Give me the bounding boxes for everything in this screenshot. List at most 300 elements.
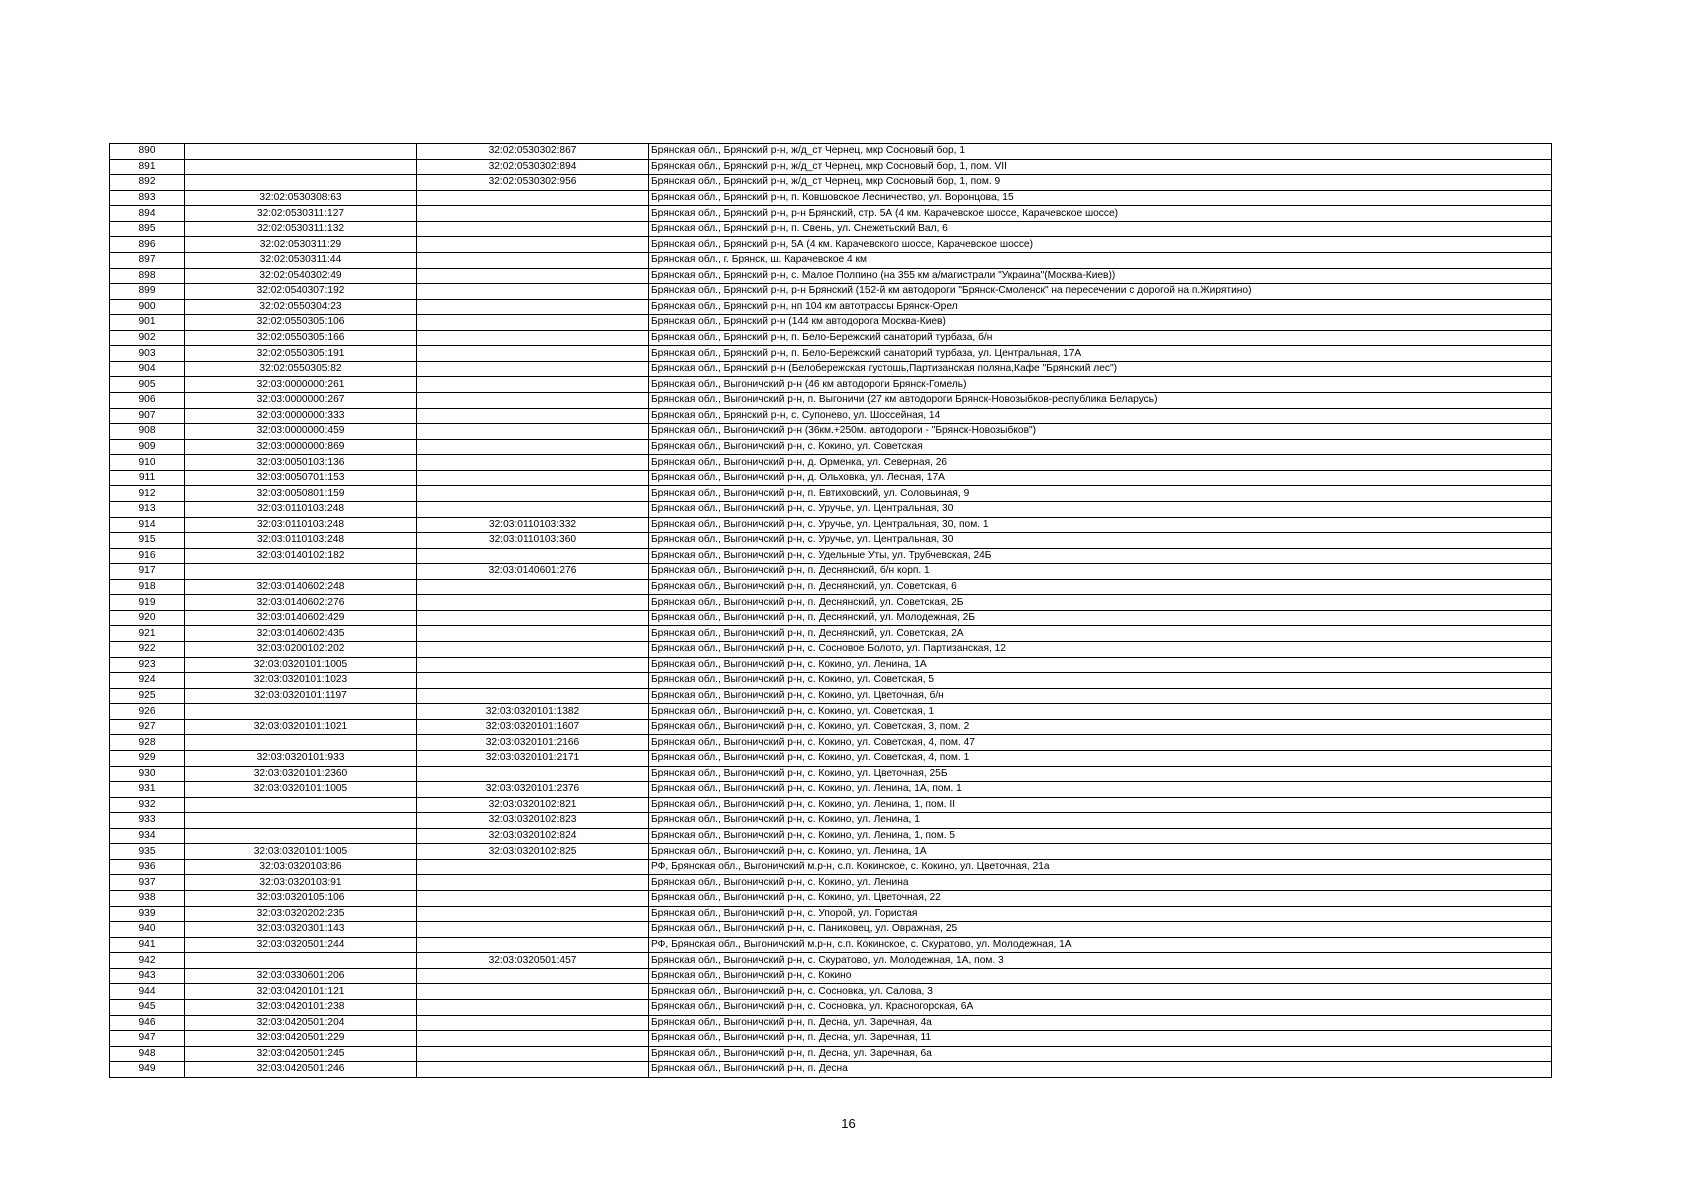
premises-cadastral-number-cell (417, 595, 649, 611)
address-cell: Брянская обл., Выгоничский р-н, с. Сосновое Болото, ул. Партизанская, 12 (649, 642, 1552, 658)
table-row (110, 439, 1552, 455)
row-number-cell: 897 (110, 252, 185, 268)
cadastral-number-cell: 32:03:0320501:244 (185, 937, 417, 953)
row-number-cell: 923 (110, 657, 185, 673)
address-cell: Брянская обл., Выгоничский р-н, п. Десна (649, 1062, 1552, 1078)
premises-cadastral-number-cell (417, 190, 649, 206)
row-number-cell: 924 (110, 673, 185, 689)
table-row (110, 299, 1552, 315)
cadastral-number-cell: 32:03:0420501:204 (185, 1015, 417, 1031)
premises-cadastral-number-cell (417, 361, 649, 377)
address-cell: Брянская обл., Брянский р-н, р-н Брянский (152-й км автодороги "Брянск-Смоленск" на пересечении с дорогой на п.Жирятино) (649, 284, 1552, 300)
premises-cadastral-number-cell (417, 330, 649, 346)
row-number-cell: 918 (110, 579, 185, 595)
row-number-cell: 906 (110, 393, 185, 409)
table-row (110, 906, 1552, 922)
address-cell: Брянская обл., Выгоничский р-н, с. Упорой, ул. Гористая (649, 906, 1552, 922)
cadastral-number-cell: 32:02:0550304:23 (185, 299, 417, 315)
table-row (110, 626, 1552, 642)
address-cell: Брянская обл., Брянский р-н, ж/д_ст Чернец, мкр Сосновый бор, 1, пом. VII (649, 159, 1552, 175)
table-row (110, 797, 1552, 813)
premises-cadastral-number-cell: 32:03:0320102:821 (417, 797, 649, 813)
address-cell: Брянская обл., Выгоничский р-н, с. Кокино, ул. Цветочная, 25Б (649, 766, 1552, 782)
cadastral-number-cell: 32:02:0540307:192 (185, 284, 417, 300)
property-table-body (110, 144, 1552, 1078)
row-number-cell: 947 (110, 1031, 185, 1047)
row-number-cell: 945 (110, 999, 185, 1015)
premises-cadastral-number-cell (417, 424, 649, 440)
cadastral-number-cell: 32:03:0200102:202 (185, 642, 417, 658)
address-cell: Брянская обл., Выгоничский р-н, п. Выгоничи (27 км автодороги Брянск-Новозыбков-республика Беларусь) (649, 393, 1552, 409)
cadastral-number-cell: 32:03:0110103:248 (185, 517, 417, 533)
premises-cadastral-number-cell (417, 299, 649, 315)
address-cell: Брянская обл., Выгоничский р-н, с. Кокино, ул. Ленина, 1 (649, 813, 1552, 829)
row-number-cell: 938 (110, 891, 185, 907)
table-row (110, 393, 1552, 409)
premises-cadastral-number-cell: 32:03:0320101:2166 (417, 735, 649, 751)
cadastral-number-cell: 32:03:0420501:246 (185, 1062, 417, 1078)
table-row (110, 424, 1552, 440)
table-row (110, 719, 1552, 735)
cadastral-number-cell: 32:03:0000000:267 (185, 393, 417, 409)
premises-cadastral-number-cell (417, 284, 649, 300)
cadastral-number-cell: 32:02:0550305:166 (185, 330, 417, 346)
cadastral-number-cell (185, 564, 417, 580)
row-number-cell: 927 (110, 719, 185, 735)
premises-cadastral-number-cell (417, 688, 649, 704)
table-row (110, 704, 1552, 720)
premises-cadastral-number-cell: 32:03:0110103:360 (417, 533, 649, 549)
premises-cadastral-number-cell: 32:02:0530302:956 (417, 175, 649, 191)
table-row (110, 642, 1552, 658)
row-number-cell: 937 (110, 875, 185, 891)
table-row (110, 221, 1552, 237)
premises-cadastral-number-cell (417, 626, 649, 642)
premises-cadastral-number-cell (417, 999, 649, 1015)
table-row (110, 206, 1552, 222)
property-table (109, 143, 1552, 1078)
address-cell: Брянская обл., Выгоничский р-н, с. Кокино, ул. Цветочная, 22 (649, 891, 1552, 907)
table-row (110, 984, 1552, 1000)
cadastral-number-cell (185, 144, 417, 160)
address-cell: Брянская обл., Выгоничский р-н, с. Кокино, ул. Ленина, 1А (649, 657, 1552, 673)
address-cell: Брянская обл., Выгоничский р-н, с. Кокино, ул. Советская, 5 (649, 673, 1552, 689)
cadastral-number-cell: 32:03:0000000:459 (185, 424, 417, 440)
address-cell: Брянская обл., Выгоничский р-н, с. Кокино, ул. Ленина (649, 875, 1552, 891)
premises-cadastral-number-cell (417, 1046, 649, 1062)
cadastral-number-cell (185, 813, 417, 829)
table-row (110, 361, 1552, 377)
table-row (110, 610, 1552, 626)
premises-cadastral-number-cell: 32:03:0320101:2376 (417, 782, 649, 798)
row-number-cell: 890 (110, 144, 185, 160)
row-number-cell: 908 (110, 424, 185, 440)
row-number-cell: 940 (110, 922, 185, 938)
cadastral-number-cell (185, 797, 417, 813)
cadastral-number-cell: 32:02:0550305:191 (185, 346, 417, 362)
premises-cadastral-number-cell (417, 501, 649, 517)
address-cell: Брянская обл., Брянский р-н, ж/д_ст Чернец, мкр Сосновый бор, 1, пом. 9 (649, 175, 1552, 191)
cadastral-number-cell: 32:03:0420501:229 (185, 1031, 417, 1047)
address-cell: Брянская обл., Выгоничский р-н, с. Кокино, ул. Советская, 4, пом. 47 (649, 735, 1552, 751)
address-cell: Брянская обл., Брянский р-н, п. Бело-Бережский санаторий турбаза, ул. Центральная, 17А (649, 346, 1552, 362)
row-number-cell: 904 (110, 361, 185, 377)
premises-cadastral-number-cell (417, 937, 649, 953)
table-row (110, 875, 1552, 891)
cadastral-number-cell: 32:03:0050701:153 (185, 470, 417, 486)
premises-cadastral-number-cell (417, 237, 649, 253)
premises-cadastral-number-cell (417, 875, 649, 891)
address-cell: Брянская обл., Выгоничский р-н, с. Кокино, ул. Цветочная, б/н (649, 688, 1552, 704)
table-row (110, 735, 1552, 751)
table-row (110, 533, 1552, 549)
address-cell: Брянская обл., Выгоничский р-н, п. Деснянский, ул. Советская, 2Б (649, 595, 1552, 611)
address-cell: Брянская обл., Выгоничский р-н, п. Десна, ул. Заречная, 4а (649, 1015, 1552, 1031)
premises-cadastral-number-cell (417, 221, 649, 237)
cadastral-number-cell (185, 828, 417, 844)
address-cell: Брянская обл., Выгоничский р-н, д. Орменка, ул. Северная, 26 (649, 455, 1552, 471)
row-number-cell: 917 (110, 564, 185, 580)
premises-cadastral-number-cell (417, 315, 649, 331)
row-number-cell: 909 (110, 439, 185, 455)
row-number-cell: 926 (110, 704, 185, 720)
cadastral-number-cell: 32:03:0420101:121 (185, 984, 417, 1000)
premises-cadastral-number-cell: 32:03:0320101:1607 (417, 719, 649, 735)
row-number-cell: 936 (110, 859, 185, 875)
table-row (110, 579, 1552, 595)
premises-cadastral-number-cell (417, 346, 649, 362)
premises-cadastral-number-cell: 32:03:0110103:332 (417, 517, 649, 533)
table-row (110, 268, 1552, 284)
premises-cadastral-number-cell (417, 984, 649, 1000)
premises-cadastral-number-cell: 32:03:0320102:824 (417, 828, 649, 844)
row-number-cell: 928 (110, 735, 185, 751)
address-cell: Брянская обл., Брянский р-н, с. Супонево, ул. Шоссейная, 14 (649, 408, 1552, 424)
cadastral-number-cell: 32:02:0530311:29 (185, 237, 417, 253)
premises-cadastral-number-cell: 32:02:0530302:867 (417, 144, 649, 160)
row-number-cell: 894 (110, 206, 185, 222)
address-cell: Брянская обл., Выгоничский р-н, п. Десна, ул. Заречная, 11 (649, 1031, 1552, 1047)
row-number-cell: 905 (110, 377, 185, 393)
premises-cadastral-number-cell (417, 657, 649, 673)
address-cell: Брянская обл., Выгоничский р-н, с. Уручье, ул. Центральная, 30 (649, 533, 1552, 549)
row-number-cell: 944 (110, 984, 185, 1000)
table-row (110, 284, 1552, 300)
table-row (110, 1031, 1552, 1047)
table-row (110, 813, 1552, 829)
cadastral-number-cell: 32:03:0420101:238 (185, 999, 417, 1015)
cadastral-number-cell: 32:03:0140602:276 (185, 595, 417, 611)
table-row (110, 782, 1552, 798)
cadastral-number-cell: 32:03:0050801:159 (185, 486, 417, 502)
premises-cadastral-number-cell (417, 859, 649, 875)
row-number-cell: 948 (110, 1046, 185, 1062)
cadastral-number-cell: 32:02:0550305:106 (185, 315, 417, 331)
cadastral-number-cell: 32:03:0000000:261 (185, 377, 417, 393)
address-cell: РФ, Брянская обл., Выгоничский м.р-н, с.п. Кокинское, с. Скуратово, ул. Молодежная, 1А (649, 937, 1552, 953)
address-cell: Брянская обл., Брянский р-н, ж/д_ст Чернец, мкр Сосновый бор, 1 (649, 144, 1552, 160)
row-number-cell: 922 (110, 642, 185, 658)
premises-cadastral-number-cell (417, 968, 649, 984)
row-number-cell: 903 (110, 346, 185, 362)
premises-cadastral-number-cell (417, 1015, 649, 1031)
table-row (110, 953, 1552, 969)
table-row (110, 517, 1552, 533)
row-number-cell: 921 (110, 626, 185, 642)
cadastral-number-cell: 32:02:0530311:44 (185, 252, 417, 268)
table-row (110, 657, 1552, 673)
premises-cadastral-number-cell (417, 1062, 649, 1078)
row-number-cell: 898 (110, 268, 185, 284)
address-cell: Брянская обл., Брянский р-н, р-н Брянский, стр. 5А (4 км. Карачевское шоссе, Карачевское шоссе) (649, 206, 1552, 222)
table-row (110, 564, 1552, 580)
row-number-cell: 914 (110, 517, 185, 533)
table-row (110, 999, 1552, 1015)
row-number-cell: 941 (110, 937, 185, 953)
cadastral-number-cell (185, 735, 417, 751)
address-cell: Брянская обл., Выгоничский р-н, с. Уручье, ул. Центральная, 30, пом. 1 (649, 517, 1552, 533)
row-number-cell: 900 (110, 299, 185, 315)
address-cell: Брянская обл., Выгоничский р-н, п. Деснянский, ул. Советская, 2А (649, 626, 1552, 642)
row-number-cell: 907 (110, 408, 185, 424)
address-cell: Брянская обл., Выгоничский р-н, п. Деснянский, ул. Советская, 6 (649, 579, 1552, 595)
table-row (110, 144, 1552, 160)
premises-cadastral-number-cell (417, 470, 649, 486)
row-number-cell: 916 (110, 548, 185, 564)
cadastral-number-cell: 32:03:0110103:248 (185, 501, 417, 517)
row-number-cell: 942 (110, 953, 185, 969)
address-cell: Брянская обл., Брянский р-н, с. Малое Полпино (на 355 км а/магистрали "Украина"(Москва-Киев)) (649, 268, 1552, 284)
row-number-cell: 929 (110, 750, 185, 766)
cadastral-number-cell (185, 953, 417, 969)
address-cell: Брянская обл., Выгоничский р-н, с. Сосновка, ул. Красногорская, 6А (649, 999, 1552, 1015)
table-row (110, 346, 1552, 362)
address-cell: Брянская обл., Брянский р-н, нп 104 км автотрассы Брянск-Орел (649, 299, 1552, 315)
cadastral-number-cell: 32:03:0320105:106 (185, 891, 417, 907)
cadastral-number-cell: 32:03:0320101:1005 (185, 782, 417, 798)
cadastral-number-cell: 32:03:0000000:869 (185, 439, 417, 455)
cadastral-number-cell: 32:03:0320101:1005 (185, 657, 417, 673)
table-row (110, 750, 1552, 766)
premises-cadastral-number-cell (417, 1031, 649, 1047)
cadastral-number-cell (185, 159, 417, 175)
address-cell: Брянская обл., Выгоничский р-н, п. Деснянский, б/н корп. 1 (649, 564, 1552, 580)
address-cell: Брянская обл., Выгоничский р-н, с. Уручье, ул. Центральная, 30 (649, 501, 1552, 517)
address-cell: Брянская обл., Выгоничский р-н, п. Десна, ул. Заречная, 6а (649, 1046, 1552, 1062)
premises-cadastral-number-cell: 32:03:0320501:457 (417, 953, 649, 969)
address-cell: Брянская обл., Выгоничский р-н, п. Деснянский, ул. Молодежная, 2Б (649, 610, 1552, 626)
table-row (110, 891, 1552, 907)
cadastral-number-cell: 32:02:0540302:49 (185, 268, 417, 284)
address-cell: Брянская обл., Выгоничский р-н, с. Кокино, ул. Ленина, 1А (649, 844, 1552, 860)
address-cell: Брянская обл., Брянский р-н, п. Свень, ул. Снежетьский Вал, 6 (649, 221, 1552, 237)
cadastral-number-cell: 32:02:0530311:127 (185, 206, 417, 222)
table-row (110, 1062, 1552, 1078)
table-row (110, 501, 1552, 517)
address-cell: Брянская обл., Выгоничский р-н (46 км автодороги Брянск-Гомель) (649, 377, 1552, 393)
cadastral-number-cell: 32:03:0000000:333 (185, 408, 417, 424)
row-number-cell: 933 (110, 813, 185, 829)
address-cell: Брянская обл., Выгоничский р-н, д. Ольховка, ул. Лесная, 17А (649, 470, 1552, 486)
address-cell: Брянская обл., Выгоничский р-н, с. Кокино, ул. Советская, 4, пом. 1 (649, 750, 1552, 766)
row-number-cell: 910 (110, 455, 185, 471)
address-cell: Брянская обл., Выгоничский р-н, с. Кокино, ул. Ленина, 1, пом. 5 (649, 828, 1552, 844)
table-row (110, 688, 1552, 704)
cadastral-number-cell: 32:03:0320103:91 (185, 875, 417, 891)
address-cell: РФ, Брянская обл., Выгоничский м.р-н, с.п. Кокинское, с. Кокино, ул. Цветочная, 21а (649, 859, 1552, 875)
address-cell: Брянская обл., Брянский р-н (Белобережская густошь,Партизанская поляна,Кафе "Брянский лес") (649, 361, 1552, 377)
row-number-cell: 912 (110, 486, 185, 502)
cadastral-number-cell: 32:03:0320101:1021 (185, 719, 417, 735)
table-row (110, 844, 1552, 860)
row-number-cell: 891 (110, 159, 185, 175)
table-row (110, 486, 1552, 502)
table-row (110, 175, 1552, 191)
table-row (110, 968, 1552, 984)
cadastral-number-cell: 32:03:0110103:248 (185, 533, 417, 549)
premises-cadastral-number-cell (417, 642, 649, 658)
premises-cadastral-number-cell (417, 252, 649, 268)
premises-cadastral-number-cell (417, 377, 649, 393)
table-row (110, 548, 1552, 564)
row-number-cell: 915 (110, 533, 185, 549)
premises-cadastral-number-cell (417, 891, 649, 907)
premises-cadastral-number-cell (417, 548, 649, 564)
address-cell: Брянская обл., Выгоничский р-н, с. Паниковец, ул. Овражная, 25 (649, 922, 1552, 938)
cadastral-number-cell: 32:03:0320101:2360 (185, 766, 417, 782)
table-row (110, 408, 1552, 424)
premises-cadastral-number-cell (417, 439, 649, 455)
cadastral-number-cell: 32:03:0140102:182 (185, 548, 417, 564)
cadastral-number-cell: 32:03:0420501:245 (185, 1046, 417, 1062)
table-row (110, 252, 1552, 268)
row-number-cell: 896 (110, 237, 185, 253)
address-cell: Брянская обл., Выгоничский р-н, с. Удельные Уты, ул. Трубчевская, 24Б (649, 548, 1552, 564)
address-cell: Брянская обл., Выгоничский р-н, с. Кокино, ул. Советская, 3, пом. 2 (649, 719, 1552, 735)
table-row (110, 159, 1552, 175)
cadastral-number-cell: 32:03:0140602:248 (185, 579, 417, 595)
address-cell: Брянская обл., Выгоничский р-н, с. Кокино, ул. Советская, 1 (649, 704, 1552, 720)
premises-cadastral-number-cell: 32:03:0320102:823 (417, 813, 649, 829)
row-number-cell: 919 (110, 595, 185, 611)
row-number-cell: 899 (110, 284, 185, 300)
cadastral-number-cell: 32:02:0550305:82 (185, 361, 417, 377)
row-number-cell: 930 (110, 766, 185, 782)
premises-cadastral-number-cell: 32:02:0530302:894 (417, 159, 649, 175)
address-cell: Брянская обл., Выгоничский р-н, с. Кокино, ул. Ленина, 1, пом. II (649, 797, 1552, 813)
row-number-cell: 935 (110, 844, 185, 860)
premises-cadastral-number-cell (417, 455, 649, 471)
premises-cadastral-number-cell: 32:03:0320101:2171 (417, 750, 649, 766)
address-cell: Брянская обл., Выгоничский р-н, с. Кокино (649, 968, 1552, 984)
row-number-cell: 920 (110, 610, 185, 626)
premises-cadastral-number-cell (417, 766, 649, 782)
cadastral-number-cell: 32:03:0320101:1005 (185, 844, 417, 860)
table-row (110, 237, 1552, 253)
row-number-cell: 934 (110, 828, 185, 844)
table-row (110, 595, 1552, 611)
table-row (110, 1046, 1552, 1062)
cadastral-number-cell: 32:03:0320202:235 (185, 906, 417, 922)
premises-cadastral-number-cell (417, 922, 649, 938)
address-cell: Брянская обл., Выгоничский р-н, с. Скуратово, ул. Молодежная, 1А, пом. 3 (649, 953, 1552, 969)
cadastral-number-cell: 32:03:0140602:429 (185, 610, 417, 626)
cadastral-number-cell: 32:02:0530308:63 (185, 190, 417, 206)
row-number-cell: 939 (110, 906, 185, 922)
table-row (110, 315, 1552, 331)
table-row (110, 922, 1552, 938)
cadastral-number-cell: 32:03:0320101:933 (185, 750, 417, 766)
table-row (110, 1015, 1552, 1031)
address-cell: Брянская обл., Выгоничский р-н, с. Сосновка, ул. Салова, 3 (649, 984, 1552, 1000)
premises-cadastral-number-cell (417, 268, 649, 284)
cadastral-number-cell (185, 175, 417, 191)
address-cell: Брянская обл., Выгоничский р-н (36км.+250м. автодороги - "Брянск-Новозыбков") (649, 424, 1552, 440)
cadastral-number-cell: 32:03:0140602:435 (185, 626, 417, 642)
premises-cadastral-number-cell: 32:03:0140601:276 (417, 564, 649, 580)
address-cell: Брянская обл., Брянский р-н, п. Бело-Бережский санаторий турбаза, б/н (649, 330, 1552, 346)
table-row (110, 673, 1552, 689)
premises-cadastral-number-cell (417, 906, 649, 922)
row-number-cell: 932 (110, 797, 185, 813)
cadastral-number-cell: 32:03:0320103:86 (185, 859, 417, 875)
row-number-cell: 943 (110, 968, 185, 984)
cadastral-number-cell: 32:02:0530311:132 (185, 221, 417, 237)
row-number-cell: 946 (110, 1015, 185, 1031)
row-number-cell: 892 (110, 175, 185, 191)
cadastral-number-cell (185, 704, 417, 720)
table-row (110, 190, 1552, 206)
table-row (110, 859, 1552, 875)
premises-cadastral-number-cell: 32:03:0320101:1382 (417, 704, 649, 720)
row-number-cell: 893 (110, 190, 185, 206)
address-cell: Брянская обл., Выгоничский р-н, п. Евтиховский, ул. Соловьиная, 9 (649, 486, 1552, 502)
cadastral-number-cell: 32:03:0330601:206 (185, 968, 417, 984)
premises-cadastral-number-cell (417, 579, 649, 595)
row-number-cell: 925 (110, 688, 185, 704)
row-number-cell: 911 (110, 470, 185, 486)
row-number-cell: 913 (110, 501, 185, 517)
premises-cadastral-number-cell (417, 393, 649, 409)
table-row (110, 470, 1552, 486)
premises-cadastral-number-cell (417, 673, 649, 689)
row-number-cell: 949 (110, 1062, 185, 1078)
row-number-cell: 931 (110, 782, 185, 798)
table-row (110, 377, 1552, 393)
premises-cadastral-number-cell (417, 486, 649, 502)
premises-cadastral-number-cell (417, 610, 649, 626)
address-cell: Брянская обл., Брянский р-н, п. Ковшовское Лесничество, ул. Воронцова, 15 (649, 190, 1552, 206)
row-number-cell: 901 (110, 315, 185, 331)
table-row (110, 455, 1552, 471)
table-row (110, 828, 1552, 844)
row-number-cell: 902 (110, 330, 185, 346)
address-cell: Брянская обл., Брянский р-н, 5А (4 км. Карачевского шоссе, Карачевское шоссе) (649, 237, 1552, 253)
address-cell: Брянская обл., Выгоничский р-н, с. Кокино, ул. Советская (649, 439, 1552, 455)
row-number-cell: 895 (110, 221, 185, 237)
premises-cadastral-number-cell: 32:03:0320102:825 (417, 844, 649, 860)
address-cell: Брянская обл., г. Брянск, ш. Карачевское 4 км (649, 252, 1552, 268)
cadastral-number-cell: 32:03:0320101:1197 (185, 688, 417, 704)
table-row (110, 766, 1552, 782)
premises-cadastral-number-cell (417, 206, 649, 222)
premises-cadastral-number-cell (417, 408, 649, 424)
table-row (110, 937, 1552, 953)
cadastral-number-cell: 32:03:0320101:1023 (185, 673, 417, 689)
cadastral-number-cell: 32:03:0050103:136 (185, 455, 417, 471)
cadastral-number-cell: 32:03:0320301:143 (185, 922, 417, 938)
page-number: 16 (841, 1116, 856, 1131)
